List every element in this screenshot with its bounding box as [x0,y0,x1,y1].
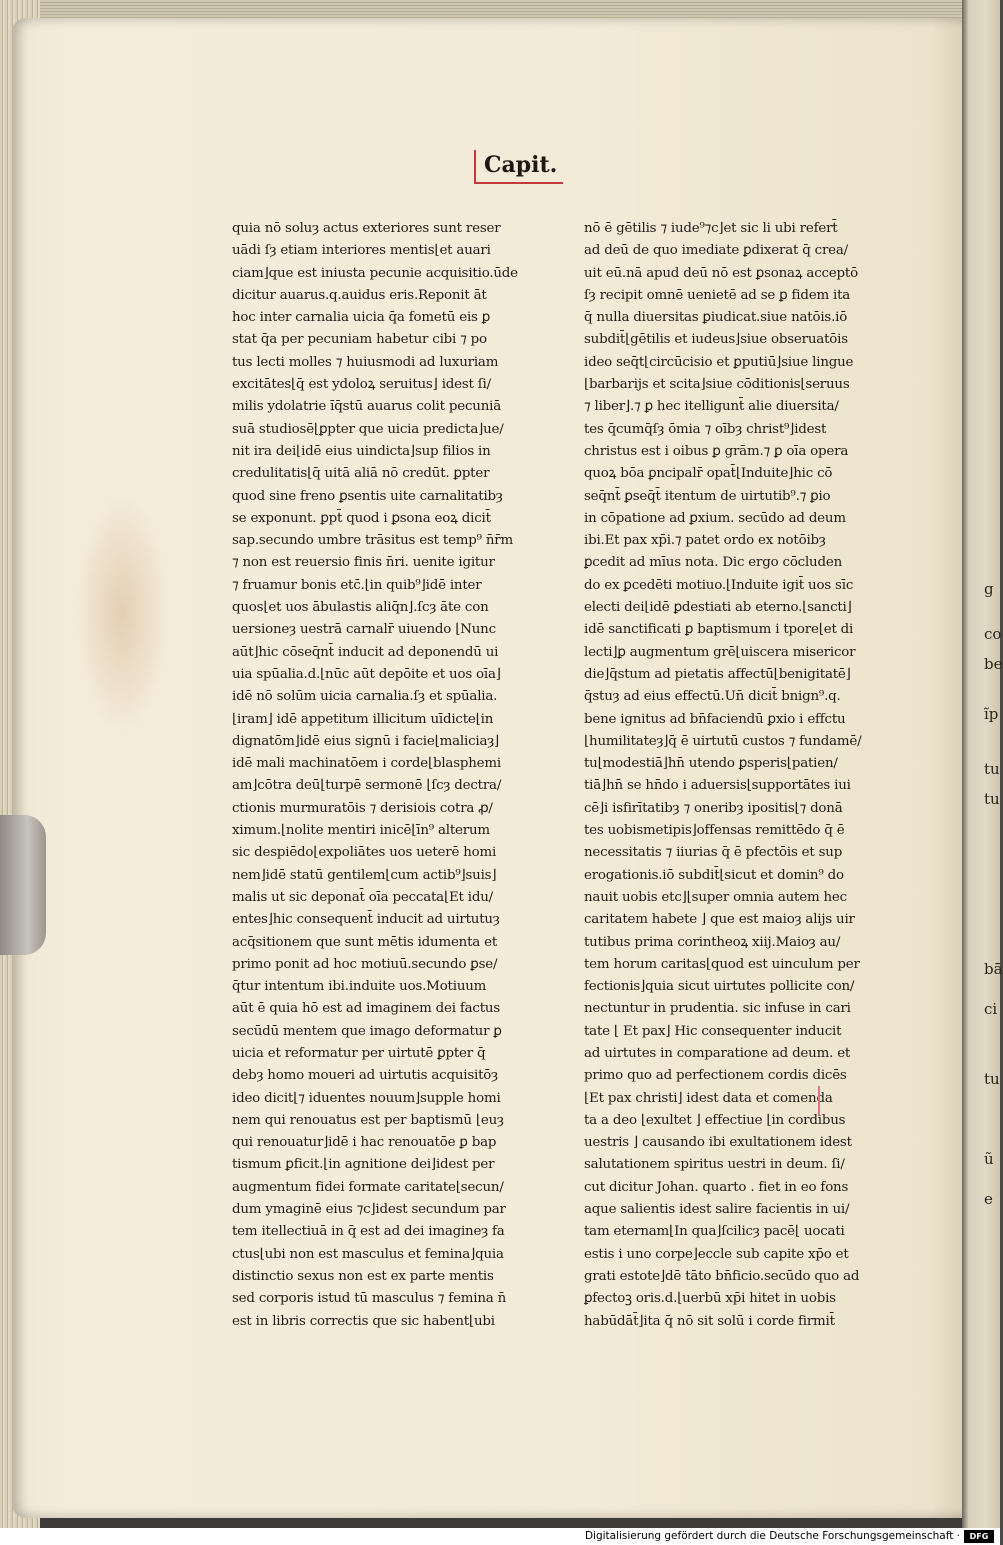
facing-page-edge [962,0,1003,1530]
text-line: ad deū de quo imediate ꝑdixerat q̄ crea/ [584,243,848,259]
facing-page-fragment: ũ [984,1150,994,1168]
text-line: dignatōm⌋idē eius signū i facie⌊maliciaȝ⌋ [232,733,500,749]
text-line: hoc inter carnalia uicia q̄a fometū eis ꝑ [232,310,491,326]
text-line: erogationis.iō subdit̄⌊sicut et domin⁹ do [584,867,844,883]
facing-page-fragment: be [984,655,1003,673]
text-line: ⁊ non est reuersio finis n̄ri. uenite igitur [232,555,495,571]
text-line: uicia et reformatur per uirtutē ꝑpter q̄ [232,1045,486,1061]
text-line: seq̄nt̄ ꝑseq̄t̄ itentum de uirtutib⁹.⁊ ꝑio [584,488,831,504]
right-text-column [584,218,874,1333]
text-line: tu⌊modestiā⌋hn̄ utendo ꝑsperis⌊patien/ [584,756,838,772]
facing-page-fragment: ci [984,1000,998,1018]
footer-bar [0,1528,1000,1545]
text-line: nauit uobis etc⌋⌊super omnia autem hec [584,889,847,905]
text-line: ſȝ recipit omnē uenietē ad se ꝑ fidem ita [584,287,851,303]
facing-page-fragment: co [984,625,1002,643]
text-line: nem qui renouatus est per baptismū ⌊euȝ [232,1112,504,1128]
text-line: distinctio sexus non est ex parte mentis [232,1268,494,1284]
text-line: ⁊ liber⌋.⁊ ꝑ hec itelligunt̄ alie diuersita/ [584,399,839,415]
text-line: sap.secundo umbre trāsitus est temp⁹ n̄r̄m [232,533,514,549]
text-line: tate ⌊ Et pax⌋ Hic consequenter inducit [584,1023,842,1039]
left-text-column [232,218,528,1333]
text-line: idē sanctificati ꝑ baptismum i tpore⌊et di [584,622,854,638]
text-line: debȝ homo moueri ad uirtutis acquisitōȝ [232,1068,498,1084]
text-line: lecti⌋ꝑ augmentum grē⌊uiscera misericor [584,644,856,660]
text-line: quod sine freno ꝑsentis uite carnalitatibȝ [232,488,503,504]
text-line: estis i uno corpe⌋eccle sub capite xp̄o et [584,1246,849,1262]
text-line: subdit̄⌊gētilis et iudeus⌋siue obseruatōis [584,332,848,348]
text-line: ximum.⌊nolite mentiri inicē⌊īn⁹ alterum [232,823,490,839]
text-line: ibi.Et pax xp̄i.⁊ patet ordo ex notōibȝ [584,533,826,549]
text-line: bene ignitus ad bn̄faciendū ꝑxio i effctu [584,711,846,727]
text-line: augmentum fidei formate caritate⌊secun/ [232,1179,504,1195]
text-line: ad uirtutes in comparatione ad deum. et [584,1045,851,1061]
text-line: suā studiosē⌊ꝑpter que uicia predicta⌋ue/ [232,421,504,437]
text-line: quia nō soluȝ actus exteriores sunt reser [232,221,501,236]
text-line: cē⌋i isfirītatibȝ ⁊ oneribȝ ipositis⌊⁊ donā [584,800,843,816]
text-line: dum ymaginē eius ⁊c⌋idest secundum par [232,1202,506,1218]
paper-stain [72,488,172,738]
text-line: ideo dicit⌊⁊ iduentes nouum⌋supple homi [232,1090,501,1106]
text-line: caritatem habete ⌋ que est maioȝ alijs uir [584,912,855,928]
text-line: uit eū.nā apud deū nō est ꝑsonaꝝ acceptō [584,265,858,281]
text-line: uia spūalia.d.⌊nūc aūt depōite et uos oīa⌋ [232,666,501,682]
text-line: tes q̄cumq̄ſȝ ōmia ⁊ oībȝ christ⁹⌋idest [584,421,827,437]
text-line: aūt ē quia hō est ad imaginem dei factus [232,1001,501,1017]
text-line: stat q̄a per pecuniam habetur cibi ⁊ po [232,332,487,348]
text-line: primo ponit ad hoc motiuū.secundo ꝑse/ [232,956,498,972]
text-line: am⌋cōtra deū⌊turpē sermonē ⌊ſcȝ dectra/ [232,778,502,794]
facing-page-fragment: tu [984,790,1000,808]
text-line: electi dei⌊idē ꝑdestiati ab eterno.⌊sancti⌋ [584,600,852,616]
book-clip [0,815,46,955]
facing-page-fragment: g [984,580,994,598]
text-line: est in libris correctis que sic habent⌊ubi [232,1313,495,1329]
text-line: tutibus prima corintheoꝝ xiij.Maioȝ au/ [584,934,841,950]
text-line: tam eternam⌊In qua⌋ſcilicȝ pacē⌊ uocati [584,1224,845,1240]
text-line: uestris ⌋ causando ibi exultationem idest [584,1135,852,1151]
text-line: malis ut sic deponat̄ oīa peccata⌊Et idu/ [232,889,493,905]
text-line: tes uobismetipis⌋offensas remittēdo q̄ ē [584,823,845,839]
text-line: nectuntur in prudentia. sic infuse in cari [584,1001,851,1017]
text-line: primo quo ad perfectionem cordis dicēs [584,1068,847,1084]
rubrication-mark [818,1086,829,1116]
text-line: fectionis⌋quia sicut uirtutes pollicite con/ [584,979,855,995]
text-line: q̄tur intentum ibi.induite uos.Motiuum [232,979,487,995]
text-line: sed corporis istud tū masculus ⁊ femina n̄ [232,1291,507,1307]
text-line: salutationem spiritus uestri in deum. ſi/ [584,1157,845,1173]
text-line: ctionis murmuratōis ⁊ derisiois cotra ꝓ/ [232,800,493,816]
text-line: excitātes⌊q̄ est ydoloꝝ seruitus⌋ idest ſi/ [232,377,491,393]
text-line: in cōpatione ad ꝑxium. secūdo ad deum [584,510,846,526]
text-line: ⌊iram⌋ idē appetitum illicitum uīdicte⌊in [232,711,494,727]
facing-page-fragment: tu [984,1070,1000,1088]
text-line: ciam⌋que est iniusta pecunie acquisitio.ūde [232,265,518,281]
text-line: se exponunt. ꝑpt̄ quod i ꝑsona eoꝝ dicit̄ [232,510,491,526]
text-line: aūt⌋hic cōseq̄nt̄ inducit ad deponendū ui [232,644,499,660]
text-line: credulitatis⌊q̄ uitā aliā nō credūt. ꝑpter [232,466,490,482]
text-line: nit ira dei⌊idē eius uindicta⌋sup filios in [232,443,491,459]
text-line: ꝑfectoꝫ oris.d.⌊uerbū xp̄i hitet in uobis [584,1291,836,1307]
text-line: ⌊Et pax christi⌋ idest data et comenda [584,1090,833,1106]
text-line: ⌊humilitateȝ⌋q̄ ē uirtutū custos ⁊ fundamē/ [584,733,862,749]
text-line: necessitatis ⁊ iiurias q̄ ē pfectōis et sup [584,845,843,861]
text-line: quos⌊et uos ābulastis aliq̄n⌋.ſcȝ āte con [232,600,489,616]
text-line: ta a deo ⌊exultet ⌋ effectiue ⌊in cordibus [584,1112,846,1128]
text-line: idē mali machinatōem i corde⌊blasphemi [232,756,501,772]
text-line: christus est i oibus ꝑ grām.⁊ ꝑ oīa opera [584,443,849,459]
facing-page-fragment: bā [984,960,1003,978]
text-line: q̄ nulla diuersitas ꝑiudicat.siue natōis.iō [584,310,848,326]
text-line: q̄stuȝ ad eius effectū.Un̄ dicit̄ bnign⁹.q. [584,689,841,705]
text-line: ideo seq̄t⌊circūcisio et ꝑputiū⌋siue lingue [584,354,854,370]
text-line: tus lecti molles ⁊ huiusmodi ad luxuriam [232,354,499,370]
text-line: do ex ꝑcedēti motiuo.⌊Induite igit̄ uos sīc [584,577,854,593]
text-line: quoꝝ bōa ꝑncipalr̄ opat̄⌊Induite⌋hic cō [584,466,833,482]
text-line: tem horum caritas⌊quod est uinculum per [584,956,860,972]
text-line: cut dicitur Johan. quarto . fiet in eo fons [584,1179,849,1195]
text-line: ctus⌊ubi non est masculus et femina⌋quia [232,1246,504,1262]
text-line: die⌋q̄stum ad pietatis affectū⌊benigitatē⌋ [584,666,851,682]
facing-page-fragment: tu [984,760,1000,778]
text-line: grati estote⌋dē tāto bn̄ficio.secūdo quo ad [584,1268,860,1284]
facing-page-fragment: e [984,1190,993,1208]
text-line: idē nō solūm uicia carnalia.ſȝ et spūalia. [232,689,498,705]
text-line: milis ydolatrie ı̄q̄stū auarus colit pecuniā [232,399,501,415]
text-line: tismum ꝑficit.⌊in agnitione dei⌋idest per [232,1157,495,1173]
text-line: ⁊ fruamur bonis etc̄.⌊in quib⁹⌋idē inter [232,577,482,593]
text-line: ⌊barbarijs et scita⌋siue cōditionis⌊seruus [584,377,850,393]
text-line: entes⌋hic consequent̄ inducit ad uirtutuȝ [232,912,500,928]
text-line: ꝑcedit ad mīus nota. Dic ergo cōcluden [584,555,843,571]
text-line: sic despiēdo⌊expoliātes uos ueterē homi [232,845,497,861]
chapter-heading: Capit. [474,150,563,184]
text-line: uādi ſȝ etiam interiores mentis⌊et auari [232,243,491,259]
text-line: tem itellectiuā in q̄ est ad dei imagineȝ fa [232,1224,505,1240]
text-line: tiā⌋hn̄ se hn̄do i aduersis⌊supportātes iui [584,778,851,794]
text-line: qui renouatur⌋idē i hac renouatōe ꝑ bap [232,1135,497,1151]
text-line: nem⌋idē statū gentilem⌊cum actib⁹⌋suis⌋ [232,867,497,883]
text-line: aque salientis idest salire facientis in ui/ [584,1202,850,1218]
text-line: secūdū mentem que imago deformatur ꝑ [232,1023,502,1039]
text-line: acq̄sitionem que sunt mētis idumenta et [232,934,498,950]
footer-text: Digitalisierung gefördert durch die Deutsche Forschungsgemeinschaft · [584,1530,960,1542]
facing-page-fragment: ĩp [984,705,999,723]
dfg-logo: DFG [964,1530,994,1543]
text-line: nō ē gētilis ⁊ iude⁹⁊c⌋et sic li ubi refert̄ [584,221,838,236]
text-line: habūdāt̄⌋ita q̄ nō sit solū i corde firmit̄ [584,1313,835,1329]
text-line: uersioneȝ uestrā carnalr̄ uiuendo ⌊Nunc [232,622,496,638]
text-line: dicitur auarus.q.auidus eris.Reponit āt [232,287,487,303]
